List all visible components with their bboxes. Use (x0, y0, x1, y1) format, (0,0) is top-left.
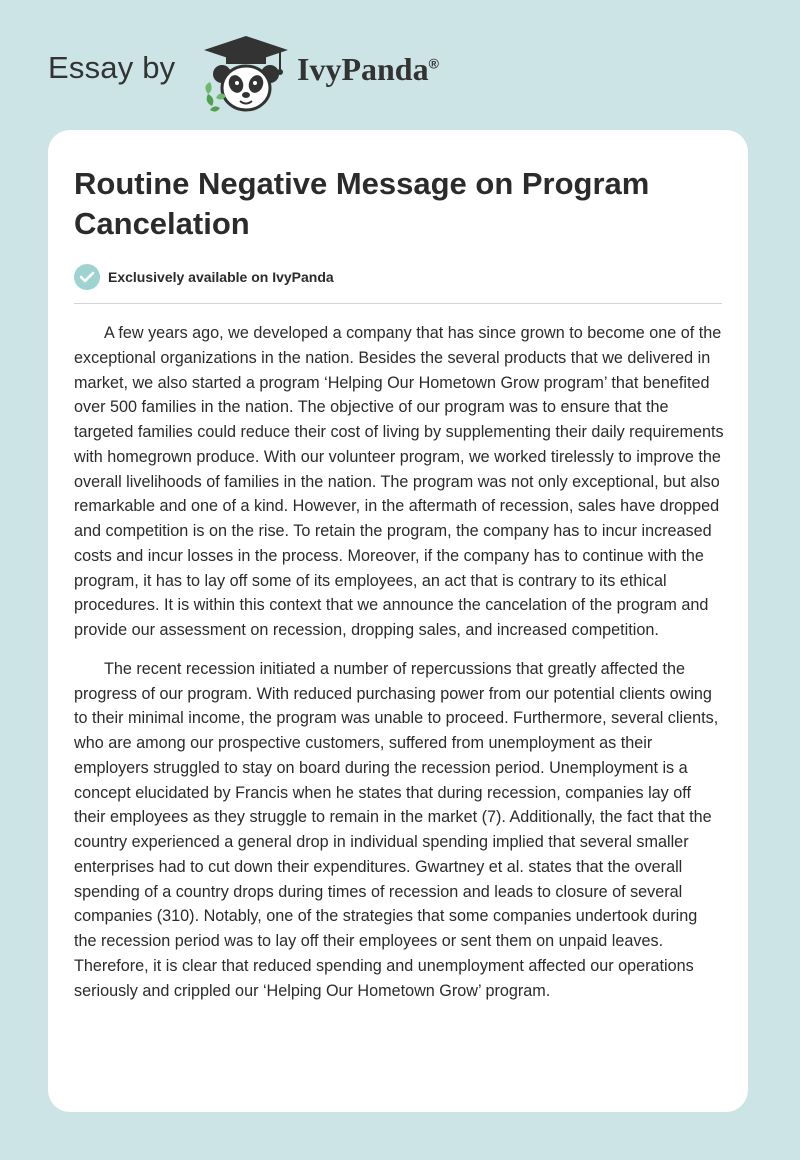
paragraph-1: A few years ago, we developed a company that has since grown to become one of the exceptional organizations in the nation. Besides the several products that we delivered in market, we also started a program ‘Helping Our Hometown Grow program’ that benefited over 500 families in the nation. The objective of our program was to ensure that the targeted families could reduce their cost of living by supplementing their daily requirements with homegrown produce. With our volunteer program, we worked tirelessly to improve the overall livelihoods of families in the nation. The program was not only exceptional, but also remarkable and one of a kind. However, in the aftermath of recession, sales have dropped and competition is on the rise. To retain the program, the company has to incur increased costs and incur losses in the process. Moreover, if the company has to continue with the program, it has to lay off some of its employees, an act that is contrary to its ethical procedures. It is within this context that we announce the cancelation of the program and provide our assessment on recession, dropping sales, and increased competition. (74, 324, 724, 639)
essay-body (74, 321, 724, 1017)
page-title: Routine Negative Message on Program Cancelation (74, 166, 650, 241)
brand-name[interactable]: IvyPanda® (297, 51, 439, 87)
check-circle-icon (74, 264, 100, 290)
site-header (0, 0, 800, 120)
exclusive-badge-label: Exclusively available on IvyPanda (108, 269, 334, 285)
exclusive-badge (74, 264, 334, 290)
essay-by-label: Essay by (48, 50, 176, 85)
divider (74, 303, 722, 304)
paragraph-2: The recent recession initiated a number of repercussions that greatly affected the progress of our program. With reduced purchasing power from our potential clients owing to their minimal income, the program was unable to proceed. Furthermore, several clients, who are among our prospective customers, suffered from unemployment as their employers struggled to stay on board during the recession period. Unemployment is a concept elucidated by Francis when he states that during recession, companies lay off their employees as they struggle to remain in the market (7). Additionally, the fact that the country experienced a general drop in individual spending implied that several smaller enterprises had to cut down their expenditures. Gwartney et al. states that the overall spending of a country drops during times of recession and leads to closure of several companies (310). Notably, one of the strategies that some companies undertook during the recession period was to lay off their employees or sent them on unpaid leaves. Therefore, it is clear that reduced spending and unemployment affected our operations seriously and crippled our ‘Helping Our Hometown Grow’ program. (74, 659, 719, 1000)
panda-graduate-icon (200, 34, 292, 114)
registered-mark: ® (428, 55, 439, 72)
essay-card (48, 130, 748, 1112)
